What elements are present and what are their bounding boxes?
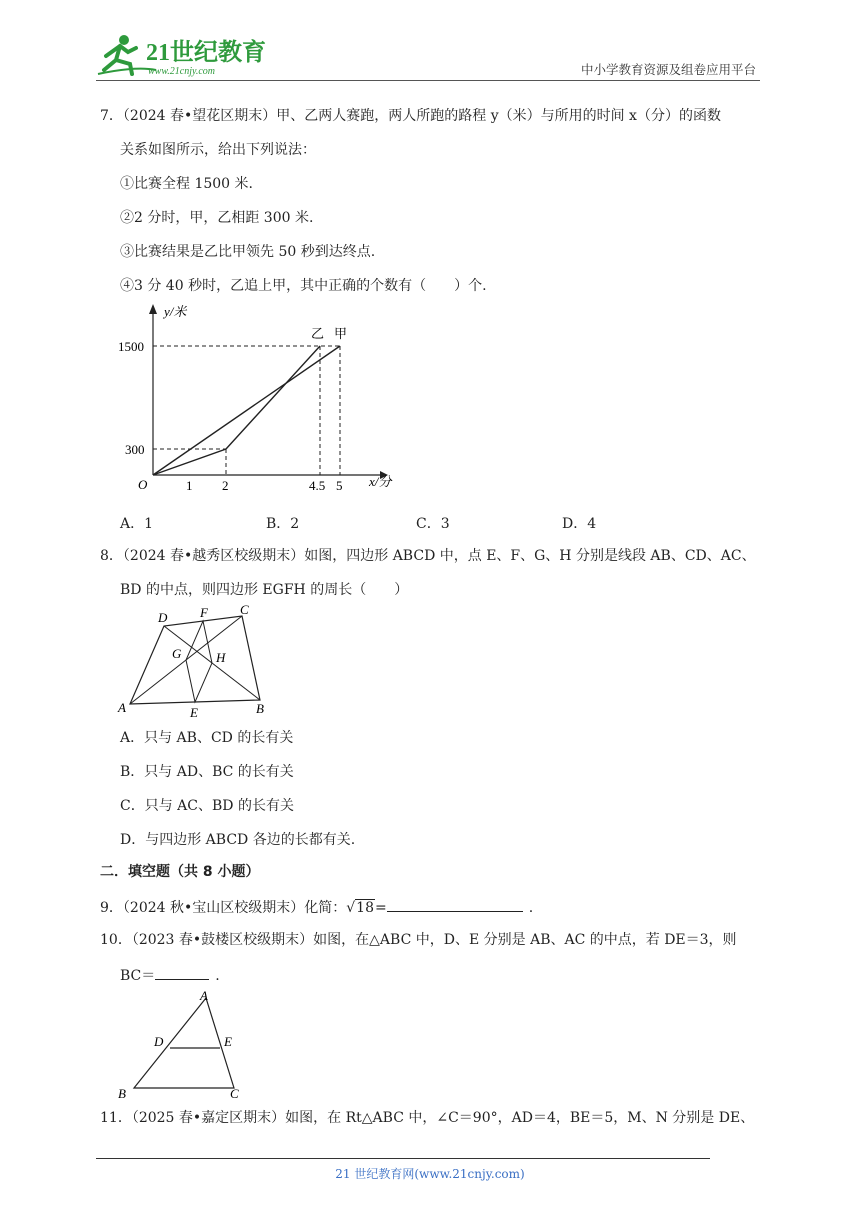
q8-stem-line2: BD 的中点，则四边形 EGFH 的周长（ ） <box>120 582 409 598</box>
triangle-abc <box>134 998 234 1088</box>
header-divider <box>96 80 760 81</box>
q7-option-a: A．1 <box>120 516 154 532</box>
q11-stem-line1: 11．（2025 春•嘉定区期末）如图，在 Rt△ABC 中，∠C＝90°，AD＝4，BE＝5，M、N 分别是 DE、 <box>100 1110 755 1126</box>
q9-radicand: 18 <box>356 900 374 916</box>
point-d-label: D <box>154 1034 164 1049</box>
q10-stem-line1: 10．（2023 春•鼓楼区校级期末）如图，在△ABC 中，D、E 分别是 AB、AC 的中点，若 DE＝3，则 <box>100 932 737 948</box>
footer-divider <box>96 1158 710 1159</box>
q7-option-c: C．3 <box>416 516 450 532</box>
q9-answer-blank[interactable] <box>387 897 523 912</box>
footer-site-link[interactable]: 21 世纪教育网(www.21cnjy.com) <box>335 1167 525 1181</box>
q9-stem <box>100 897 533 917</box>
quad-abcd <box>130 616 260 704</box>
q8-option-d: D．与四边形 ABCD 各边的长都有关. <box>120 832 356 848</box>
y-tick-300: 300 <box>125 442 145 457</box>
sqrt-radical-icon: √ <box>346 900 356 916</box>
point-e-label: E <box>190 705 198 720</box>
q8-stem-line1: 8．（2024 春•越秀区校级期末）如图，四边形 ABCD 中，点 E、F、G、H 分别是线段 AB、CD、AC、 <box>100 548 756 564</box>
section-fill-blank-title: 二．填空题（共 8 小题） <box>100 864 260 880</box>
point-a-label: A <box>118 700 126 715</box>
q10-bc-label: BC＝ <box>120 968 156 984</box>
q8-quadrilateral-figure <box>114 600 274 720</box>
q7-statement-4: ④3 分 40 秒时，乙追上甲，其中正确的个数有（ ）个. <box>120 278 487 294</box>
point-h-label: H <box>216 650 226 665</box>
q7-race-graph <box>118 300 418 500</box>
svg-text:www.21cnjy.com: www.21cnjy.com <box>148 66 216 77</box>
y-axis-label: y/米 <box>164 304 187 319</box>
origin-label: O <box>138 477 148 492</box>
point-f-label: F <box>200 605 208 620</box>
point-b-label: B <box>118 1086 126 1101</box>
x-tick-5: 5 <box>336 478 343 493</box>
q9-period: . <box>528 900 534 916</box>
series-jia-label: 甲 <box>334 326 348 341</box>
point-d-label: D <box>158 610 168 625</box>
runner-logo-icon <box>96 30 266 82</box>
series-yi-label: 乙 <box>311 326 325 341</box>
header-platform-title: 中小学教育资源及组卷应用平台 <box>580 62 756 77</box>
q8-option-a: A．只与 AB、CD 的长有关 <box>120 730 294 746</box>
series-jia-line <box>153 346 340 475</box>
q7-stem-line1: 7．（2024 春•望花区期末）甲、乙两人赛跑，两人所跑的路程 y（米）与所用的时间 x（分）的函数 <box>100 108 721 124</box>
q7-option-b: B．2 <box>266 516 300 532</box>
q8-option-b: B．只与 AD、BC 的长有关 <box>120 764 294 780</box>
q9-equals: = <box>375 900 387 916</box>
series-yi-line <box>153 346 320 475</box>
quad-egfh <box>186 621 212 702</box>
site-logo <box>96 30 266 82</box>
q7-statement-1: ①比赛全程 1500 米. <box>120 176 253 192</box>
q7-stem-line2: 关系如图所示，给出下列说法： <box>120 142 316 158</box>
q10-answer-blank[interactable] <box>155 965 209 980</box>
q9-prefix: 9．（2024 秋•宝山区校级期末）化简： <box>100 900 347 916</box>
x-tick-1: 1 <box>186 478 193 493</box>
q10-triangle-figure <box>116 986 256 1102</box>
q8-option-c: C．只与 AC、BD 的长有关 <box>120 798 294 814</box>
point-c-label: C <box>240 602 249 617</box>
x-tick-4-5: 4.5 <box>309 478 326 493</box>
q10-stem-line2 <box>120 965 220 985</box>
y-tick-1500: 1500 <box>118 339 144 354</box>
q10-period: . <box>215 968 220 984</box>
point-a-label: A <box>200 988 208 1003</box>
x-tick-2: 2 <box>222 478 229 493</box>
q7-statement-2: ②2 分时，甲，乙相距 300 米. <box>120 210 314 226</box>
x-axis-label: x/分 <box>369 474 392 489</box>
q7-option-d: D．4 <box>562 516 597 532</box>
svg-text:21世纪教育: 21世纪教育 <box>146 40 266 66</box>
point-g-label: G <box>172 646 182 661</box>
point-c-label: C <box>230 1086 239 1101</box>
point-e-label: E <box>224 1034 232 1049</box>
point-b-label: B <box>256 701 264 716</box>
y-axis-arrow-icon <box>149 304 157 314</box>
q7-statement-3: ③比赛结果是乙比甲领先 50 秒到达终点. <box>120 244 376 260</box>
